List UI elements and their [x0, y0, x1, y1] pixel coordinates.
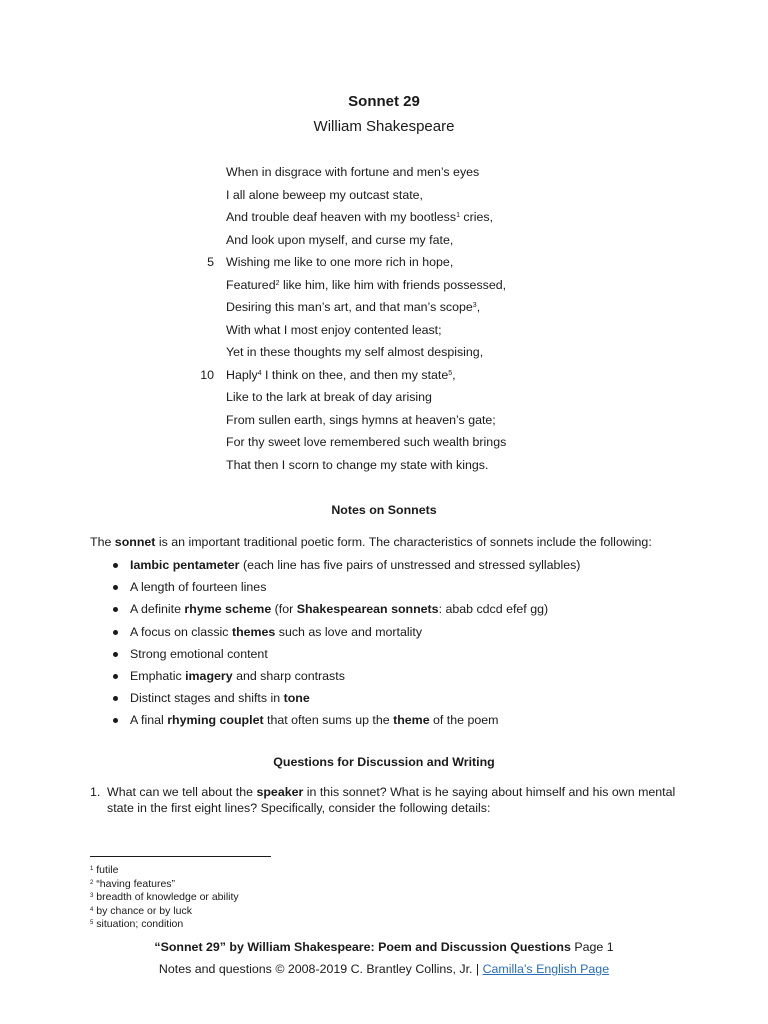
- text-run: Haply: [226, 367, 258, 382]
- poem-line-text: [226, 388, 432, 406]
- text-run: A definite: [130, 602, 185, 617]
- list-item-text: [130, 668, 345, 684]
- list-item-text: [130, 579, 266, 595]
- text-run: I all alone beweep my outcast state,: [226, 187, 423, 202]
- notes-intro: [90, 535, 652, 549]
- footer-document-title: “Sonnet 29” by William Shakespeare: Poem and Discussion Questions: [154, 940, 571, 954]
- text-run: When in disgrace with fortune and men’s eyes: [226, 165, 480, 179]
- question-1: [90, 784, 690, 816]
- footnote-text: “having features”: [96, 877, 176, 890]
- poem-title: Sonnet 29: [348, 93, 420, 110]
- bold-term: themes: [231, 624, 276, 639]
- text-run: What can we tell about the: [107, 785, 257, 799]
- poem-line: [0, 366, 768, 389]
- text-run: I think on thee, and then my state: [261, 367, 449, 382]
- poem-line-text: [226, 231, 453, 249]
- text-run: Desiring this man’s art, and that man’s scope: [226, 300, 473, 314]
- text-run: is an important traditional poetic form. The characteristics of sonnets include the following:: [155, 535, 652, 549]
- poem-line: [0, 321, 768, 344]
- list-item-text: [130, 557, 580, 573]
- question-text: [107, 784, 690, 816]
- poem-line-text: [226, 411, 496, 429]
- poem-line: [0, 433, 768, 456]
- text-run: Strong emotional content: [130, 646, 268, 661]
- footnote: [90, 864, 239, 878]
- poem-line: [0, 456, 768, 479]
- poem-line: [0, 253, 768, 276]
- list-item-text: [130, 624, 422, 640]
- bullet-icon: [113, 585, 118, 590]
- text-run: A final: [130, 713, 168, 728]
- poem-line-text: [226, 276, 506, 294]
- notes-heading: Notes on Sonnets: [331, 503, 437, 517]
- poem-line-text: [226, 321, 442, 339]
- list-item-text: [130, 646, 268, 662]
- bullet-icon: [113, 607, 118, 612]
- footnote-ref: 5: [448, 369, 453, 377]
- list-item-text: [130, 690, 310, 706]
- text-run: like him, like him with friends possessed,: [279, 277, 507, 292]
- footer-copyright: [0, 962, 768, 976]
- line-number: 10: [200, 367, 214, 382]
- poem-line: [0, 388, 768, 411]
- text-run: ,: [452, 367, 456, 382]
- copyright-text: Notes and questions © 2008-2019 C. Brantley Collins, Jr. |: [158, 962, 480, 976]
- camillas-english-page-link[interactable]: Camilla’s English Page: [482, 962, 610, 976]
- footnotes: [90, 864, 239, 932]
- list-item-text: [130, 712, 498, 728]
- poem-line: [0, 343, 768, 366]
- text-run: that often sums up the: [263, 713, 394, 728]
- poem-line: [0, 298, 768, 321]
- footnote: [90, 905, 239, 919]
- line-number: 5: [207, 255, 214, 269]
- footnote-text: futile: [96, 864, 119, 876]
- poem-line-text: [226, 208, 493, 226]
- text-run: And trouble deaf heaven with my bootless: [226, 210, 457, 224]
- footnote-divider: [90, 856, 271, 857]
- poem-text: [0, 163, 768, 478]
- poem-line-text: [226, 433, 506, 451]
- footnote-number: 4: [90, 906, 94, 913]
- poem-line: [0, 163, 768, 186]
- text-run: From sullen earth, sings hymns at heaven’s gate;: [226, 412, 496, 427]
- poem-line-text: [226, 298, 480, 316]
- text-run: Emphatic: [130, 668, 186, 683]
- footnote: [90, 891, 239, 905]
- text-run: With what I most enjoy contented least;: [226, 322, 442, 337]
- footnote: [90, 918, 239, 932]
- bullet-icon: [113, 674, 118, 679]
- poem-line-text: [226, 343, 483, 361]
- bullet-icon: [113, 718, 118, 723]
- poem-line: [0, 186, 768, 209]
- poem-line: [0, 231, 768, 254]
- text-run: ,: [476, 300, 481, 314]
- footnote-text: situation; condition: [96, 918, 184, 930]
- poem-line-text: [226, 163, 479, 181]
- poem-line: [0, 208, 768, 231]
- text-run: A focus on classic: [130, 624, 232, 639]
- bold-term: theme: [393, 713, 430, 728]
- footnote-ref: 4: [257, 369, 262, 377]
- text-run: Yet in these thoughts my self almost despising,: [226, 345, 484, 359]
- text-run: : abab cdcd efef gg): [438, 602, 549, 617]
- footnote-number: 1: [90, 866, 94, 872]
- poem-line-text: [226, 366, 456, 384]
- text-run: Like to the lark at break of day arising: [226, 390, 432, 404]
- footnote-number: 3: [90, 893, 94, 899]
- text-run: The: [90, 535, 115, 549]
- bold-term: Iambic pentameter: [130, 558, 240, 572]
- text-run: A length of fourteen lines: [130, 580, 267, 595]
- bold-term: sonnet: [114, 535, 156, 549]
- text-run: (each line has five pairs of unstressed and stressed syllables): [239, 558, 581, 572]
- text-run: And look upon myself, and curse my fate,: [226, 232, 454, 247]
- footnote-text: by chance or by luck: [96, 904, 192, 917]
- text-run: of the poem: [429, 713, 499, 728]
- text-run: That then I scorn to change my state with kings.: [226, 457, 489, 472]
- footnote: [90, 878, 239, 892]
- footnote-number: 2: [90, 879, 94, 886]
- text-run: in this sonnet? What is he saying about himself and his own mental state in the first eight lines? Specifically, consider the following details:: [107, 785, 676, 815]
- bold-term: Shakespearean sonnets: [296, 602, 439, 617]
- text-run: Distinct stages and shifts in: [130, 691, 284, 706]
- footer-title: [0, 940, 768, 954]
- bold-term: tone: [283, 691, 310, 706]
- question-number: 1.: [90, 785, 101, 799]
- text-run: Wishing me like to one more rich in hope,: [226, 255, 454, 269]
- bold-term: speaker: [256, 785, 304, 799]
- text-run: Featured: [226, 277, 276, 292]
- bold-term: rhyme scheme: [184, 602, 272, 617]
- questions-heading: Questions for Discussion and Writing: [273, 755, 495, 769]
- poem-line: [0, 411, 768, 434]
- footer-page-number: Page 1: [574, 940, 614, 954]
- poem-line-text: [226, 186, 423, 204]
- footnote-ref: 1: [456, 212, 460, 219]
- list-item-text: [130, 601, 548, 617]
- footnote-number: 5: [90, 920, 94, 926]
- poem-line-text: [226, 456, 488, 474]
- text-run: such as love and mortality: [275, 624, 423, 639]
- text-run: and sharp contrasts: [232, 668, 345, 683]
- text-run: For thy sweet love remembered such wealth brings: [226, 435, 507, 449]
- bullet-icon: [113, 630, 118, 635]
- bold-term: rhyming couplet: [167, 713, 264, 728]
- footnote-text: breadth of knowledge or ability: [96, 891, 239, 903]
- text-run: cries,: [459, 210, 494, 224]
- bullet-icon: [113, 652, 118, 657]
- footnote-ref: 2: [275, 279, 280, 287]
- poem-line: [0, 276, 768, 299]
- poem-line-text: [226, 253, 453, 271]
- bullet-icon: [113, 563, 118, 568]
- bold-term: imagery: [185, 668, 233, 683]
- poem-author: William Shakespeare: [313, 118, 455, 135]
- text-run: (for: [271, 602, 297, 617]
- footnote-ref: 3: [472, 302, 477, 309]
- bullet-icon: [113, 696, 118, 701]
